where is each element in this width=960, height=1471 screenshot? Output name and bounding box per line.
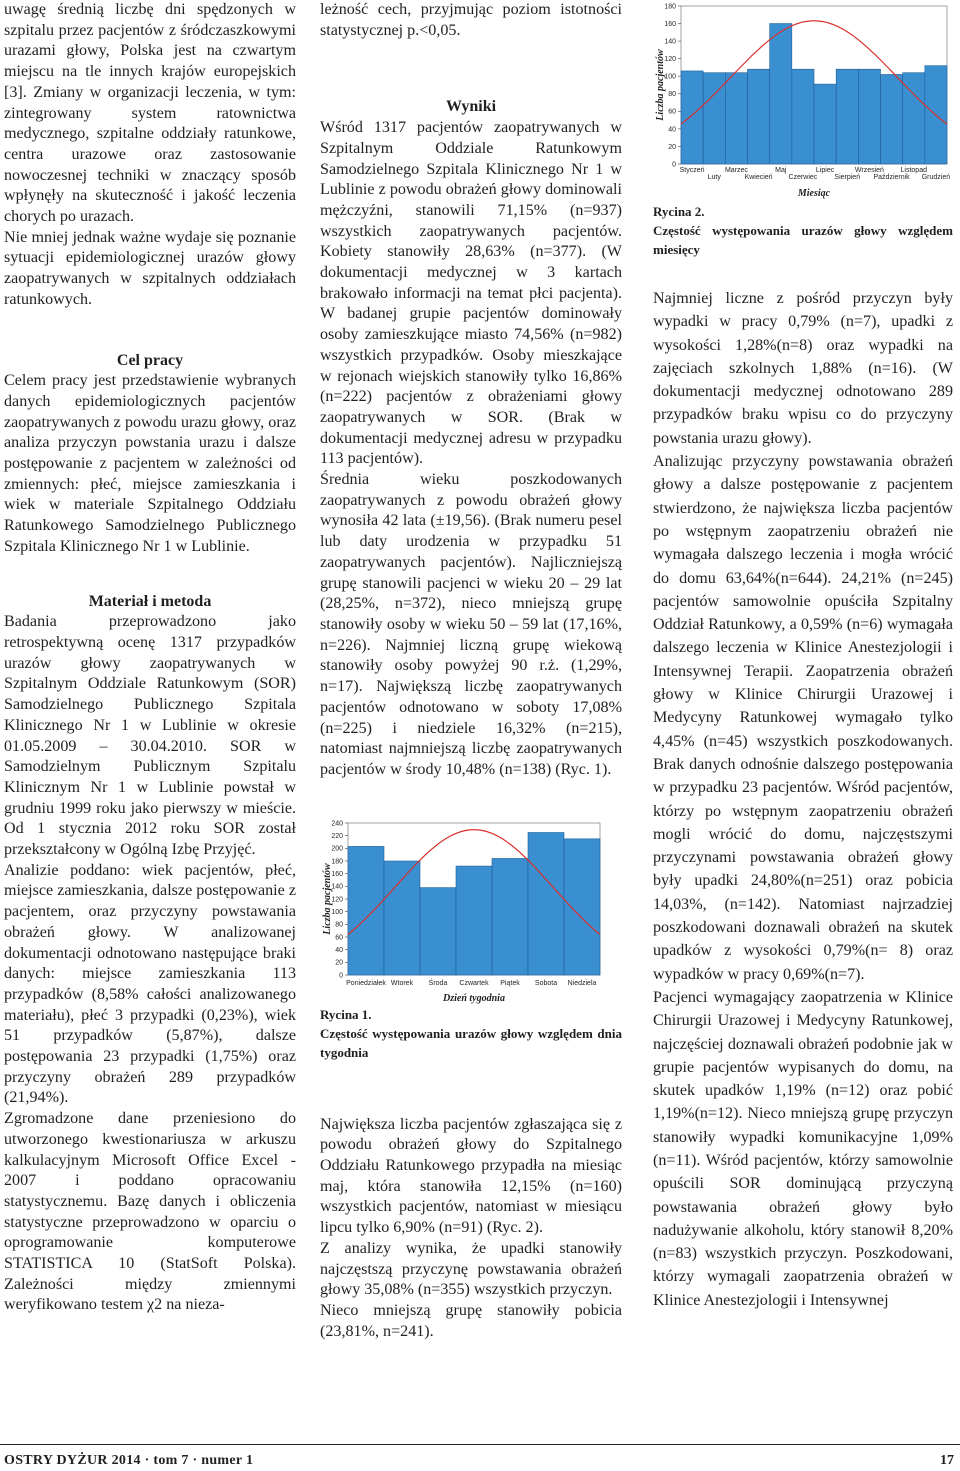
- y-tick-label: 80: [335, 921, 343, 929]
- y-tick-label: 40: [668, 126, 676, 134]
- x-tick-label: Sobota: [534, 979, 558, 987]
- column-left: [4, 0, 296, 1316]
- bar: [792, 69, 814, 164]
- bar: [858, 69, 880, 164]
- results-paragraph: Analizując przyczyny powstawania obrażeń głowy a dalsze postępowanie z pacjentem stwierdzono, że największa liczba pacjentów po wstępnym zaopatrzeniu obrażeń nie wymagała dalszego leczenia i mogła wrócić do domu 63,64%(n=644). 24,21% (n=245) pacjentów samowolnie opuściła Szpitalny Oddział Ratunkowy, a 0,59% (n=6) wymagała dalszego leczenia w Klinice Anestezjologii i Intensywnej Terapii. Zaopatrzenia obrażeń głowy w Klinice Chirurgii Urazowej i Medycyny Ratunkowej wymagało tylko 4,45% (n=45) wszystkich poszkodowanych. Brak danych odnośnie dalszego postępowania w przypadku 23 pacjentów. Wśród pacjentów, którzy po wstępnym zaopatrzeniu obrażeń mogli wrócić do domu, najczęstszymi przyczynami powstawania obrażeń głowy były upadki 24,80%(n=251) oraz pobicia 14,03%, (n=142). Natomiast najrzadziej poszkodowani doznawali obrażeń na skutek upadków z wysokości 0,79%(n= 8) oraz wypadków w pracy 0,69%(n=7).: [653, 453, 953, 983]
- x-tick-label: Poniedziałek: [346, 979, 386, 987]
- y-tick-label: 60: [668, 108, 676, 116]
- y-axis-label: Liczba pacjentów: [655, 49, 666, 121]
- figure-1: [320, 815, 622, 1115]
- chart-weekday: [320, 815, 610, 1005]
- x-tick-label: Marzec: [724, 167, 748, 174]
- column-right: [653, 0, 953, 1312]
- y-tick-label: 100: [664, 73, 676, 81]
- lead-paragraph: leżność cech, przyjmując poziom istotności statystycznej p.<0,05.: [320, 1, 622, 39]
- section-heading-wyniki: Wyniki: [445, 98, 497, 116]
- x-tick-label: Styczeń: [679, 167, 705, 174]
- x-tick-label: Środa: [428, 979, 448, 987]
- y-axis-label: Liczba pacjentów: [322, 862, 333, 935]
- column-middle: [320, 0, 622, 1342]
- x-tick-label: Październik: [873, 174, 910, 181]
- x-tick-label: Wtorek: [390, 979, 414, 987]
- bar: [681, 71, 703, 164]
- method-paragraph: Badania przeprowadzono jako retrospektywną ocenę 1317 przypadków urazów głowy zaopatrywanych w Szpitalnym Oddziale Ratunkowym (SOR) Samodzielnego Publicznego Szpitala Klinicznego Nr 1 w Lublinie w okresie 01.05.2009 – 30.04.2010. SOR w Samodzielnym Publicznym Szpitalu Klinicznym Nr 1 w Lublinie powstał w grudniu 1999 roku jako pierwszy w mieście. Od 1 stycznia 2012 roku SOR został przekształcony w Ogólną Izbę Przyjęć.: [4, 613, 296, 859]
- y-tick-label: 140: [664, 38, 676, 46]
- x-tick-label: Maj: [775, 167, 787, 174]
- figure-2: [653, 0, 953, 200]
- figure-2-label: Rycina 2.: [653, 204, 705, 219]
- bar: [456, 866, 492, 975]
- x-tick-label: Sierpień: [834, 174, 861, 181]
- y-tick-label: 140: [331, 883, 343, 891]
- results-paragraph: Średnia wieku poszkodowanych zaopatrywanych z powodu obrażeń głowy wynosiła 42 lata (±19,56). (Brak numeru pesel lub daty urodzenia w przypadku 51 zaopatrywanych pacjentów). Najliczniejszą grupę stanowili pacjenci w wieku 20 – 29 lat (28,25%, n=372), nieco mniejszą grupę stanowiły osoby w wieku 50 – 59 lat (17,16%, n=226). Najmniej liczną grupę wiekową stanowiły osoby powyżej 90 r.ż. (1,29%, n=17). Największą liczbę zaopatrywanych pacjentów odnotowano w soboty 17,08%(n=225) i niedziele 16,32% (n=215), natomiast najmniejszą liczbę zaopatrywanych pacjentów w środy 10,48% (n=138) (Ryc. 1).: [320, 471, 622, 778]
- bar: [528, 832, 564, 975]
- y-tick-label: 180: [664, 3, 676, 11]
- results-paragraph: Największa liczba pacjentów zgłaszająca się z powodu obrażeń głowy do Szpitalnego Oddziału Ratunkowego przypadła na miesiąc maj, która stanowiła 12,15% (n=160) wszystkich pacjentów, natomiast w miesiącu lipcu tylko 6,90% (n=91) (Ryc. 2).: [320, 1115, 622, 1237]
- y-tick-label: 100: [331, 908, 343, 916]
- bar: [384, 861, 420, 975]
- x-axis-label: Miesiąc: [797, 188, 831, 199]
- footer-rule: [0, 1444, 960, 1445]
- y-tick-label: 160: [331, 870, 343, 878]
- x-tick-label: Luty: [707, 174, 721, 181]
- y-tick-label: 60: [335, 934, 343, 942]
- bar: [492, 858, 528, 975]
- results-paragraph: Pacjenci wymagający zaopatrzenia w Klinice Chirurgii Urazowej i Medycyny Ratunkowej, najczęściej doznawali obrażeń podobnie jak w grupie pacjentów wypisanych do domu, na skutek upadków 1,19% (n=12) oraz pobić 1,19%(n=12). Nieco mniejszą grupę przyczyn stanowiły wypadki komunikacyjne 1,09%(n=11). Wśród pacjentów, którzy samowolnie opuścili SOR dominującą przyczyną powstawania obrażeń głowy było nadużywanie alkoholu, który stanowił 8,20% (n=83) wszystkich przyczyn. Poszkodowani, którzy wymagali zaopatrzenia obrażeń w Klinice Anestezjologii i Intensywnej: [653, 988, 953, 1309]
- section-heading-material: Materiał i metoda: [88, 592, 212, 610]
- y-tick-label: 240: [331, 820, 343, 828]
- x-tick-label: Listopad: [900, 167, 927, 174]
- y-tick-label: 120: [664, 56, 676, 64]
- x-tick-label: Czwartek: [459, 979, 489, 987]
- results-paragraph: Najmniej liczne z pośród przyczyn były wypadki w pracy 0,79% (n=7), upadki z wysokości 1,28%(n=8) oraz wypadki na zajęciach szkolnych 1,88% (n=16). (W dokumentacji medycznej odnotowano 289 przypadków braku wpisu co do przyczyny powstania urazu głowy).: [653, 290, 953, 447]
- x-tick-label: Lipiec: [815, 167, 835, 174]
- figure-2-caption: [653, 202, 953, 259]
- page-number: 17: [940, 1453, 954, 1468]
- y-tick-label: 20: [668, 143, 676, 151]
- method-paragraph: Zgromadzone dane przeniesiono do utworzonego kwestionariusza w arkuszu kalkulacyjnym Microsoft Office Excel - 2007 i poddano opracowaniu statystycznemu. Bazę danych i obliczenia statystyczne przeprowadzono w oparciu o oprogramowanie komputerowe STATISTICA 10 (StatSoft Polska). Zależności między zmiennymi weryfikowano testem χ2 na nieza-: [4, 1110, 296, 1314]
- x-tick-label: Grudzień: [921, 174, 951, 181]
- y-tick-label: 20: [335, 959, 343, 967]
- x-tick-label: Niedziela: [567, 979, 597, 987]
- figure-2-title: Częstość występowania urazów głowy względem miesięcy: [653, 223, 953, 257]
- y-tick-label: 220: [331, 832, 343, 840]
- x-tick-label: Wrzesień: [854, 167, 884, 174]
- bar: [881, 74, 903, 164]
- journal-footer: OSTRY DYŻUR 2014 · tom 7 · numer 1: [4, 1453, 254, 1468]
- figure-1-caption: [320, 1005, 622, 1062]
- y-tick-label: 120: [331, 896, 343, 904]
- x-tick-label: Kwiecień: [744, 174, 773, 181]
- x-tick-label: Czerwiec: [788, 174, 818, 181]
- section-heading-cel: Cel pracy: [116, 351, 184, 369]
- bar: [725, 73, 747, 164]
- y-tick-label: 160: [664, 20, 676, 28]
- bar: [420, 887, 456, 974]
- cel-paragraph: Celem pracy jest przedstawienie wybranych danych epidemiologicznych pacjentów zaopatrywanych z powodu urazu głowy, oraz analiza przyczyn powstania urazu i dalsze postępowanie z pacjentem w zależności od zmiennych: płeć, miejsce zamieszkania i wiek w materiale Szpitalnego Oddziału Ratunkowego Samodzielnego Publicznego Szpitala Klinicznego Nr 1 w Lublinie.: [4, 372, 296, 555]
- y-tick-label: 40: [335, 946, 343, 954]
- y-tick-label: 0: [672, 161, 676, 169]
- method-paragraph: Analizie poddano: wiek pacjentów, płeć, miejsce zamieszkania, dalsze postępowanie z pacjentem, oraz przyczyny powstawania obrażeń głowy. W analizowanej dokumentacji odnotowano następujące braki danych: miejsce zamieszkania 113 przypadków (8,58% całości analizowanego materiału), płeć 3 przypadki (0,23%), wiek 51 przypadków (5,87%), dalsze postępowania 23 przypadki (1,75%) oraz przyczyny obrażeń 289 przypadków (21,94%).: [4, 861, 296, 1107]
- bar: [836, 69, 858, 164]
- results-paragraph: Wśród 1317 pacjentów zaopatrywanych w Szpitalnym Oddziale Ratunkowym Samodzielnego Szpitala Klinicznego Nr 1 w Lublinie z powodu obrażeń głowy dominowali mężczyźni, stanowili 71,15% (n=937) wszystkich zaopatrywanych pacjentów. Kobiety stanowiły 28,63% (n=377). (W dokumentacji medycznej w 3 kartach brakowało informacji na temat płci pacjenta). W badanej grupie pacjentów dominowały osoby zamieszkujące miasto 74,56% (n=982) wszystkich przypadków. Osoby mieszkające w rejonach wiejskich stanowiły tylko 16,86% (n=222) pacjentów z obrażeniami głowy zaopatrywanych w SOR. (Brak w dokumentacji medycznej adresu w przypadku 113 pacjentów).: [320, 119, 622, 468]
- intro-paragraph: uwagę średnią liczbę dni spędzonych w szpitalu przez pacjentów z śródczaszkowymi urazami głowy, Polska jest na czwartym miejscu na tle innych krajów europejskich [3]. Zmiany w organizacji leczenia, w tym: zintegrowany system ratownictwa medycznego, szpitalne oddziały ratunkowe, centra urazowe oraz zastosowanie nowoczesnej techniki w znaczący sposób wpłynęły na skuteczność i jakość leczenia chorych po urazach.: [4, 1, 296, 226]
- x-tick-label: Piątek: [500, 979, 520, 987]
- y-tick-label: 0: [339, 972, 343, 980]
- bar: [814, 84, 836, 164]
- y-tick-label: 200: [331, 845, 343, 853]
- chart-month: [653, 0, 953, 200]
- figure-1-title: Częstość występowania urazów głowy względem dnia tygodnia: [320, 1025, 622, 1060]
- y-tick-label: 180: [331, 858, 343, 866]
- bar: [564, 838, 600, 974]
- results-paragraph: Nieco mniejszą grupę stanowiły pobicia (23,81%, n=241).: [320, 1301, 622, 1340]
- bar: [348, 846, 384, 975]
- bar: [770, 24, 792, 164]
- intro-paragraph: Nie mniej jednak ważne wydaje się poznanie sytuacji epidemiologicznej urazów głowy zaopatrywanych w szpitalnych oddziałach ratunkowych.: [4, 228, 296, 308]
- y-tick-label: 80: [668, 91, 676, 99]
- results-paragraph: Z analizy wynika, że upadki stanowiły najczęstszą przyczynę powstawania obrażeń głowy 35,08% (n=355) wszystkich przyczyn.: [320, 1239, 622, 1299]
- x-axis-label: Dzień tygodnia: [443, 992, 505, 1004]
- figure-1-label: Rycina 1.: [320, 1006, 372, 1022]
- bar: [748, 69, 770, 164]
